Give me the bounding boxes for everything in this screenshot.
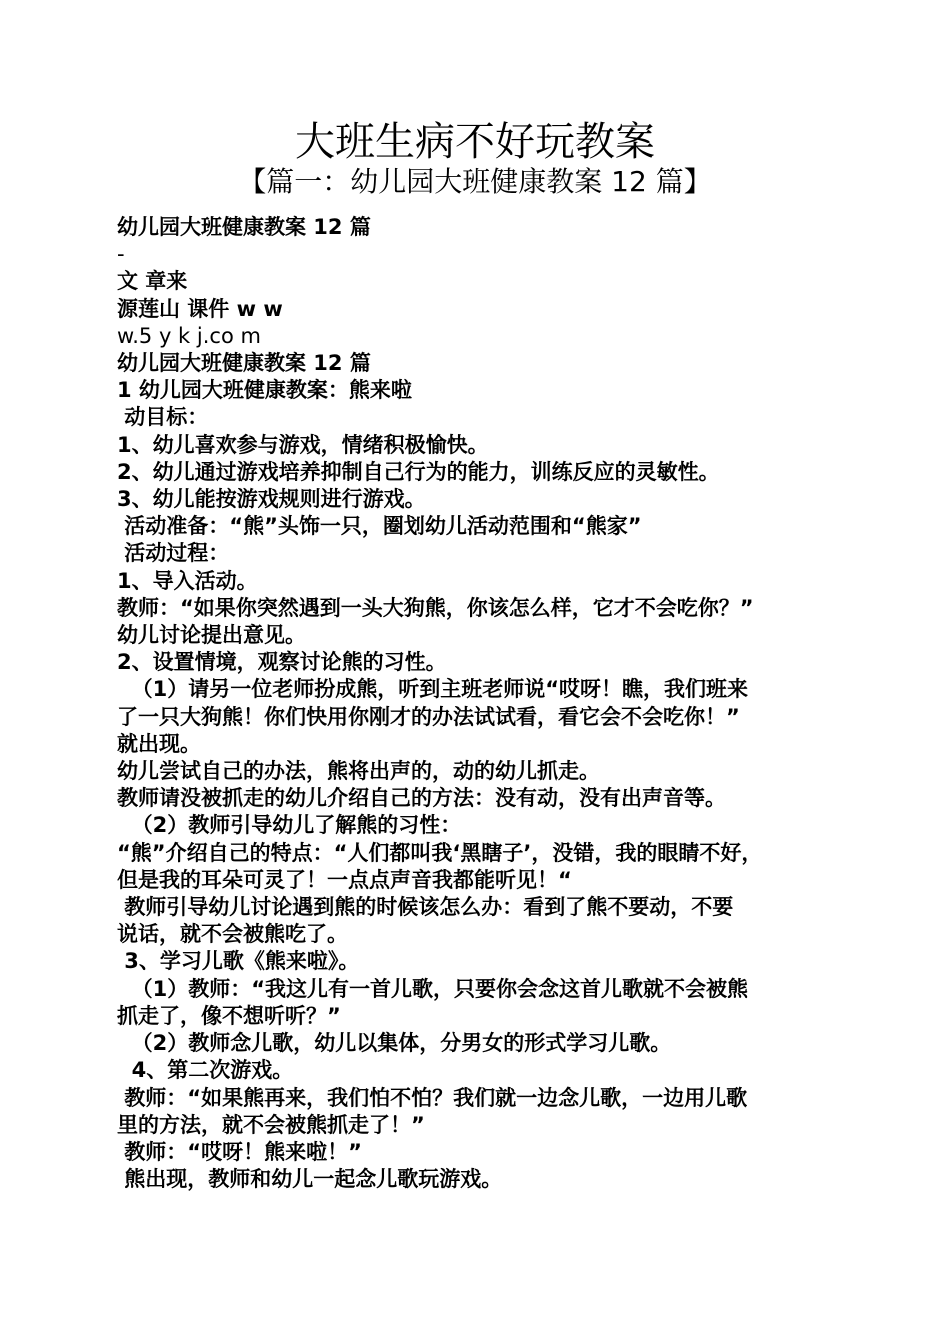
body-line: （1）教师：“我这儿有一首儿歌，只要你会念这首儿歌就不会被熊 bbox=[117, 976, 749, 1001]
document-subtitle: 【篇一：幼儿园大班健康教案 12 篇】 bbox=[238, 165, 712, 198]
body-line: 就出现。 bbox=[117, 731, 201, 756]
body-line: 教师请没被抓走的幼儿介绍自己的方法：没有动，没有出声音等。 bbox=[117, 786, 726, 811]
body-line: 幼儿园大班健康教案 12 篇 bbox=[117, 215, 371, 239]
body-line: 3、幼儿能按游戏规则进行游戏。 bbox=[117, 487, 426, 512]
body-line: 1、导入活动。 bbox=[117, 568, 258, 593]
body-line: w.5 y k j.co m bbox=[117, 323, 261, 348]
body-line: （2）教师引导幼儿了解熊的习性： bbox=[117, 813, 462, 838]
body-line: 教师：“如果你突然遇到一头大狗熊，你该怎么样，它才不会吃你？” bbox=[117, 595, 754, 620]
body-line: 熊出现，教师和幼儿一起念儿歌玩游戏。 bbox=[117, 1167, 503, 1192]
body-line: 教师引导幼儿讨论遇到熊的时候该怎么办：看到了熊不要动，不要 bbox=[117, 895, 734, 920]
body-line: （1）请另一位老师扮成熊，听到主班老师说“哎呀！瞧，我们班来 bbox=[117, 677, 749, 702]
body-line: 2、幼儿通过游戏培养抑制自己行为的能力，训练反应的灵敏性。 bbox=[117, 459, 720, 484]
body-line: 幼儿讨论提出意见。 bbox=[117, 623, 306, 648]
body-line: 教师：“哎呀！熊来啦！” bbox=[117, 1139, 362, 1164]
body-line: 抓走了，像不想听听？” bbox=[117, 1003, 341, 1028]
body-line: 里的方法，就不会被熊抓走了！” bbox=[117, 1112, 425, 1137]
body-line: 教师：“如果熊再来，我们怕不怕？我们就一边念儿歌，一边用儿歌 bbox=[117, 1085, 748, 1110]
body-line: 2、设置情境，观察讨论熊的习性。 bbox=[117, 650, 447, 675]
body-line: 活动过程： bbox=[117, 541, 230, 566]
body-line: 幼儿园大班健康教案 12 篇 bbox=[117, 351, 371, 376]
body-line: 1、幼儿喜欢参与游戏，情绪积极愉快。 bbox=[117, 432, 489, 457]
body-line: 说话，就不会被熊吃了。 bbox=[117, 922, 348, 947]
body-line: 1 幼儿园大班健康教案：熊来啦 bbox=[117, 378, 412, 403]
body-line: 源莲山 课件 w w bbox=[117, 296, 283, 321]
body-line: 但是我的耳朵可灵了！一点点声音我都能听见！“ bbox=[117, 867, 572, 892]
document-body bbox=[117, 214, 837, 1193]
body-line: 了一只大狗熊！你们快用你刚才的办法试试看，看它会不会吃你！” bbox=[117, 704, 740, 729]
body-line: （2）教师念儿歌，幼儿以集体，分男女的形式学习儿歌。 bbox=[117, 1031, 672, 1056]
body-line: 活动准备：“熊”头饰一只，圈划幼儿活动范围和“熊家” bbox=[117, 514, 642, 539]
body-line: 文 章来 bbox=[117, 269, 188, 294]
body-line: 4、第二次游戏。 bbox=[117, 1058, 294, 1083]
body-line: 幼儿尝试自己的办法，熊将出声的，动的幼儿抓走。 bbox=[117, 759, 600, 784]
body-line: “熊”介绍自己的特点：“人们都叫我‘黑瞎子’，没错，我的眼睛不好， bbox=[117, 840, 763, 865]
body-line: 动目标： bbox=[117, 405, 209, 430]
body-line: - bbox=[117, 242, 125, 267]
body-line: 3、学习儿歌《熊来啦》。 bbox=[117, 949, 360, 974]
document-title: 大班生病不好玩教案 bbox=[295, 119, 655, 165]
